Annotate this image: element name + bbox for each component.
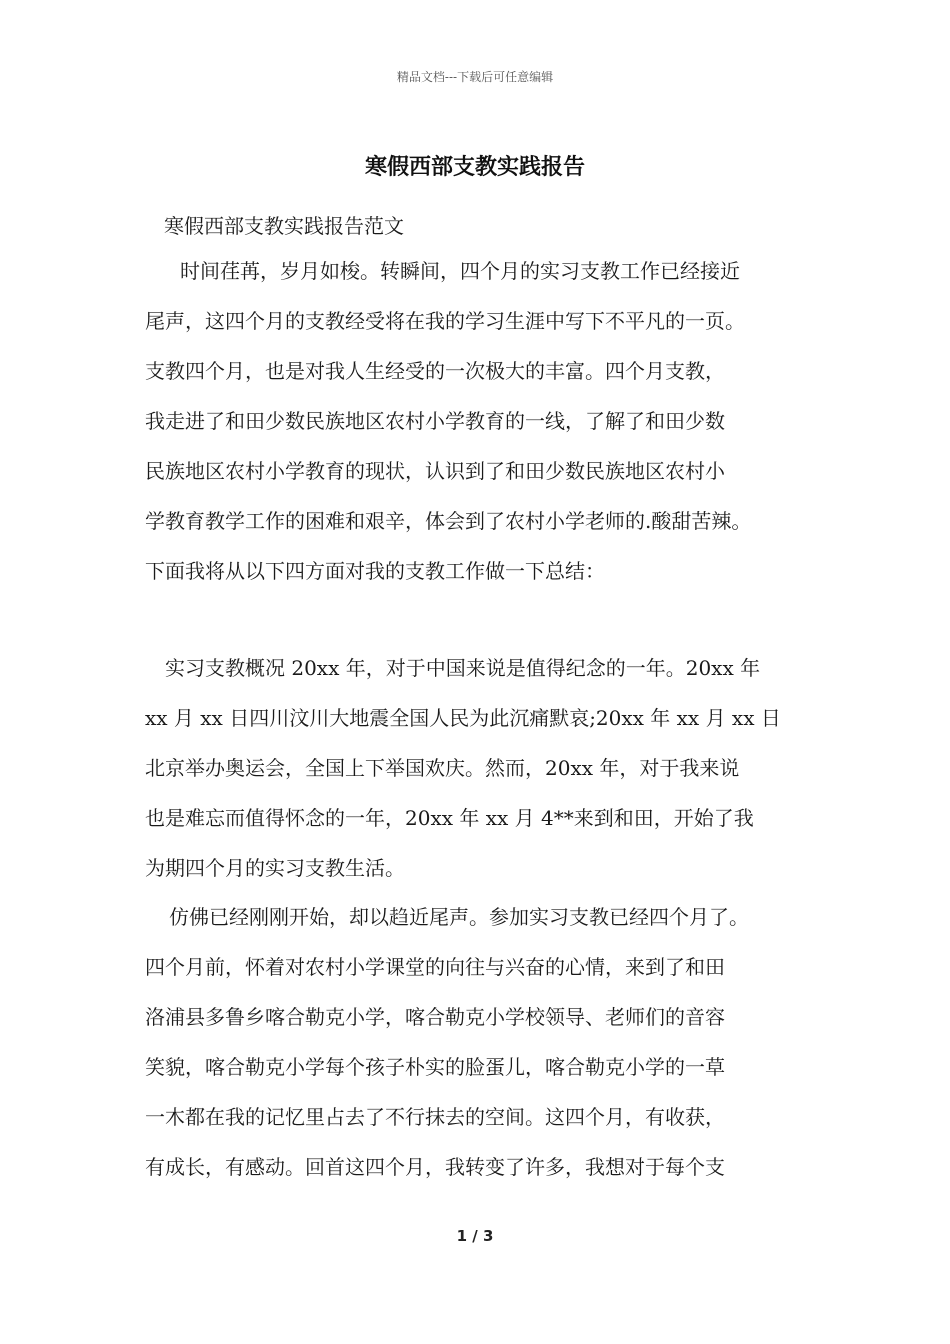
document-title: 寒假西部支教实践报告 (364, 154, 585, 180)
paragraph-line: 尾声，这四个月的支教经受将在我的学习生涯中写下不平凡的一页。 (145, 309, 745, 333)
paragraph-line: 也是难忘而值得怀念的一年，20xx 年 xx 月 4**来到和田，开始了我 (145, 806, 754, 830)
paragraph-line: xx 月 xx 日四川汶川大地震全国人民为此沉痛默哀;20xx 年 xx 月 xx 日 (145, 706, 781, 730)
paragraph-line: 为期四个月的实习支教生活。 (145, 856, 405, 880)
paragraph-line: 一木都在我的记忆里占去了不行抹去的空间。这四个月，有收获， (145, 1105, 725, 1129)
paragraph-line: 北京举办奥运会，全国上下举国欢庆。然而，20xx 年，对于我来说 (145, 756, 740, 780)
paragraph-line: 实习支教概况 20xx 年，对于中国来说是值得纪念的一年。20xx 年 (165, 656, 761, 680)
paragraph-overview (145, 653, 825, 903)
paragraph-line: 四个月前，怀着对农村小学课堂的向往与兴奋的心情，来到了和田 (145, 955, 725, 979)
paragraph-line: 学教育教学工作的困难和艰辛，体会到了农村小学老师的.酸甜苦辣。 (145, 509, 752, 533)
paragraph-line: 仿佛已经刚刚开始，却以趋近尾声。参加实习支教已经四个月了。 (169, 905, 749, 929)
page-number: 1 / 3 (456, 1227, 494, 1245)
paragraph-line: 洛浦县多鲁乡喀合勒克小学，喀合勒克小学校领导、老师们的音容 (145, 1005, 725, 1029)
paragraph-line: 笑貌，喀合勒克小学每个孩子朴实的脸蛋儿，喀合勒克小学的一草 (145, 1055, 725, 1079)
paragraph-line: 下面我将从以下四方面对我的支教工作做一下总结： (145, 559, 605, 583)
header-note: 精品文档---下载后可任意编辑 (396, 70, 554, 84)
paragraph-line: 有成长，有感动。回首这四个月，我转变了许多，我想对于每个支 (145, 1155, 725, 1179)
document-subtitle: 寒假西部支教实践报告范文 (164, 214, 404, 238)
paragraph-line: 我走进了和田少数民族地区农村小学教育的一线，了解了和田少数 (145, 409, 725, 433)
paragraph-line: 民族地区农村小学教育的现状，认识到了和田少数民族地区农村小 (145, 459, 725, 483)
paragraph-line: 支教四个月，也是对我人生经受的一次极大的丰富。四个月支教， (145, 359, 725, 383)
paragraph-reflection (145, 902, 825, 1202)
paragraph-intro (145, 256, 825, 606)
paragraph-line: 时间荏苒，岁月如梭。转瞬间，四个月的实习支教工作已经接近 (180, 259, 740, 283)
